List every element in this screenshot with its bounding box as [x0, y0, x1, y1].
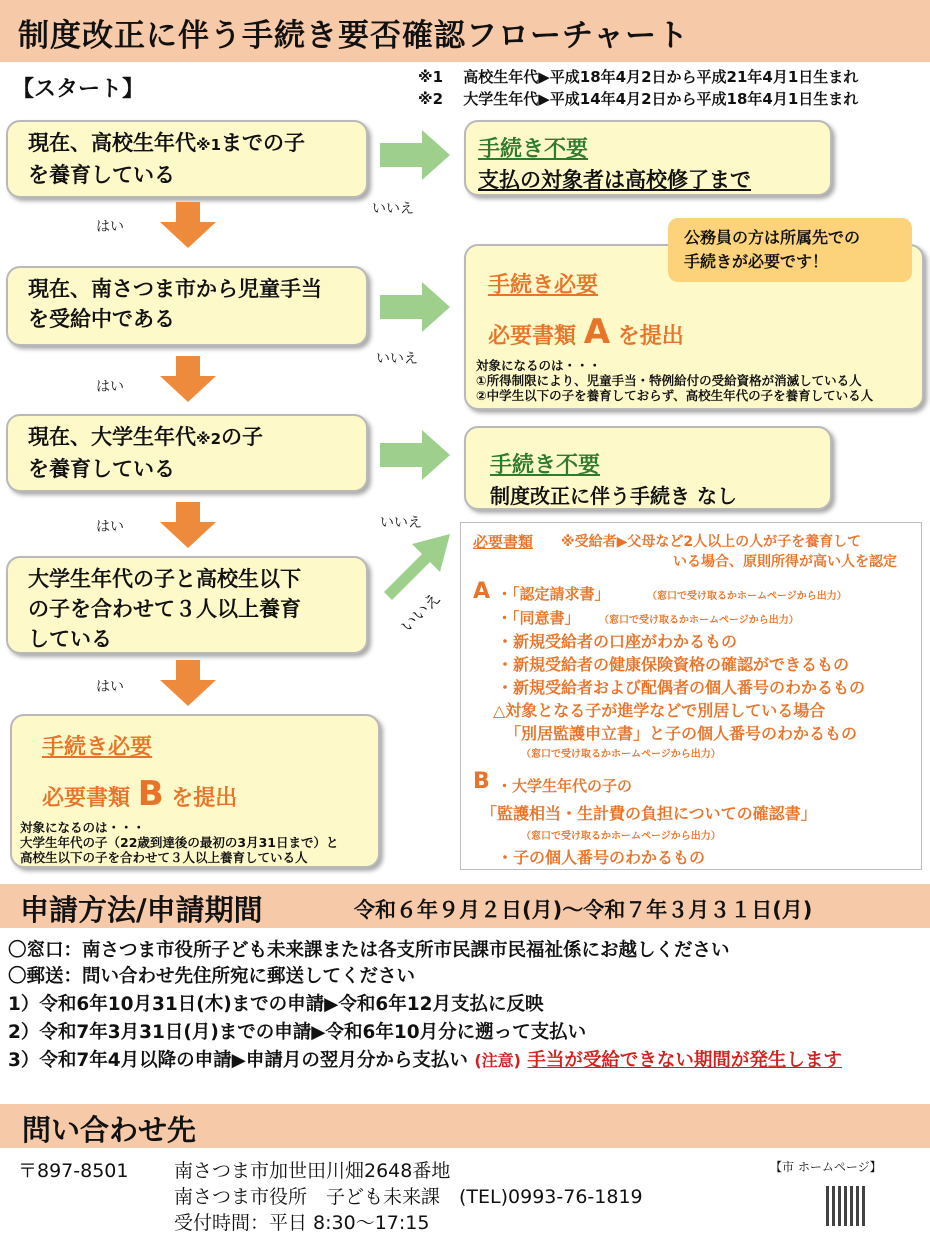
- apply-line: 〇郵送：問い合わせ先住所宛に郵送してください: [8, 966, 416, 987]
- homepage-label: 【市 ホームページ】: [770, 1160, 882, 1174]
- qr-code-icon[interactable]: [826, 1186, 866, 1226]
- arrow-down-icon: [160, 202, 216, 248]
- arrow-down-icon: [160, 660, 216, 706]
- apply-header: [0, 884, 930, 928]
- result-not-required-2: 手続き不要 制度改正に伴う手続き なし: [464, 426, 832, 510]
- yes-label: はい: [96, 379, 124, 395]
- contact-zip: 〒897-8501: [18, 1160, 129, 1182]
- yes-label: はい: [96, 519, 124, 535]
- arrow-down-icon: [160, 356, 216, 402]
- apply-line: 1）令和6年10月31日(木)までの申請▶令和6年12月支払に反映: [8, 994, 544, 1015]
- note-2: ※2 大学生年代▶平成14年4月2日から平成18年4月1日生まれ: [418, 90, 859, 108]
- contact-hours: 受付時間：平日 8:30～17:15: [174, 1212, 430, 1234]
- title-bar: [0, 0, 930, 62]
- arrow-right-icon: [380, 130, 450, 180]
- required-documents-panel: 必要書類 ※受給者▶父母など2人以上の人が子を養育して いる場合、原則所得が高い人を認定 A ・「認定請求書」 （窓口で受け取るかホームページから出力） ・「同意書」 （窓口で受け取るかホームページから出力） ・新規受給者の口座がわかるもの ・新規受給者の健康保険資格の確認ができるもの ・新規受給者および配偶者の個人番号のわかるもの △対象となる子が進学などで別居している場合 「別居監護申立書」と子の個人番号のわかるもの （窓口で受け取るかホームページから出力） B ・大学生年代の子の 「監護相当・生計費の負担についての確認書」 （窓口で受け取るかホームページから出力） ・子の個人番号のわかるもの: [460, 522, 922, 870]
- contact-header: [0, 1104, 930, 1148]
- result-required-b: 手続き必要 必要書類 B を提出 対象になるのは・・・ 大学生年代の子（22歳到達後の最初の3月31日まで）と 高校生以下の子を合わせて３人以上養育している人: [10, 714, 380, 868]
- arrow-diagonal-icon: [378, 530, 454, 606]
- apply-heading: 申請方法/申請期間: [20, 893, 263, 927]
- apply-line: 2）令和7年3月31日(月)までの申請▶令和6年10月分に遡って支払い: [8, 1022, 587, 1043]
- contact-office: 南さつま市役所 子ども未来課 (TEL)0993-76-1819: [174, 1186, 643, 1208]
- result-not-required-1: 手続き不要 支払の対象者は高校修了まで: [464, 120, 832, 196]
- apply-line: 〇窓口：南さつま市役所子ども未来課または各支所市民課市民福祉係にお越しください: [8, 940, 730, 961]
- callout-civil-servant: 公務員の方は所属先での 手続きが必要です！: [668, 218, 912, 282]
- no-label: いいえ: [397, 588, 445, 636]
- question-3: 現在、大学生年代※2の子 を養育している: [6, 414, 368, 492]
- question-2: 現在、南さつま市から児童手当 を受給中である: [6, 266, 368, 346]
- arrow-right-icon: [380, 282, 450, 332]
- no-label: いいえ: [380, 515, 422, 531]
- question-1: 現在、高校生年代※1までの子 を養育している: [6, 120, 368, 198]
- question-4: 大学生年代の子と高校生以下 の子を合わせて３人以上養育 している: [6, 556, 368, 654]
- contact-address: 南さつま市加世田川畑2648番地: [174, 1160, 451, 1182]
- note-1: ※1 高校生年代▶平成18年4月2日から平成21年4月1日生まれ: [418, 68, 859, 86]
- start-label: 【スタート】: [12, 77, 145, 102]
- arrow-down-icon: [160, 502, 216, 548]
- page-title: 制度改正に伴う手続き要否確認フローチャート: [18, 18, 690, 54]
- yes-label: はい: [96, 679, 124, 695]
- result-required-a: 手続き必要 必要書類 A を提出 対象になるのは・・・ ①所得制限により、児童手当・特例給付の受給資格が消滅している人 ②中学生以下の子を養育しておらず、高校生年代の子を養育している人: [464, 244, 924, 410]
- contact-heading: 問い合わせ先: [22, 1113, 197, 1147]
- apply-period: 令和６年９月２日(月)～令和７年３月３１日(月): [354, 898, 813, 922]
- no-label: いいえ: [372, 201, 414, 217]
- apply-line: 3）令和7年4月以降の申請▶申請月の翌月分から支払い (注意) 手当が受給できない期間が発生します: [8, 1050, 842, 1071]
- no-label: いいえ: [376, 351, 418, 367]
- yes-label: はい: [96, 219, 124, 235]
- arrow-right-icon: [380, 430, 450, 480]
